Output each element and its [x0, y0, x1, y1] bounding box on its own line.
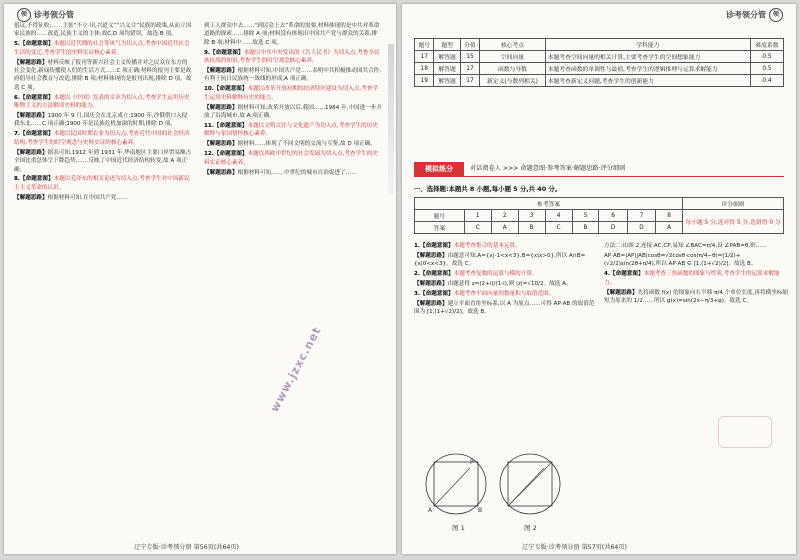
paragraph-tag: 【解题思路】	[204, 104, 238, 111]
paragraph	[14, 22, 192, 39]
paragraph-text: 材料反映了报刊等新兴社会主义传播并对之民众在东方的社会变化,新闻传播使人们的生活方式……C 项正确;材料的报刊主要是政府倡导社会教育与改造,排除 B 项;材料体现的是报刊出现,排除 D 项。故选 C 项。	[14, 59, 192, 91]
table-cell: 本题考查函数的单调性与最值,考查学生的逻辑推理与运算求解能力	[545, 63, 750, 75]
table-cell: 解答题	[434, 51, 460, 63]
table-cell: 解答题	[434, 63, 460, 75]
paragraph-tag: 2.【命题意图】	[414, 271, 454, 278]
table-header-cell: 核心考点	[480, 39, 546, 51]
table-header-cell: 题号	[415, 39, 434, 51]
answer-cell: B	[572, 222, 599, 234]
paragraph	[604, 252, 788, 269]
paragraph	[14, 130, 192, 147]
paragraph	[14, 175, 192, 192]
paragraph	[204, 22, 382, 47]
paragraph	[604, 289, 788, 306]
left-header	[14, 8, 74, 22]
answer-cell: D	[627, 222, 655, 234]
table-header-cell: 学科能力	[545, 39, 750, 51]
paragraph-tag: 1.【命题意图】	[414, 243, 454, 249]
paragraph	[204, 150, 382, 167]
table-cell: 函数与导数	[480, 63, 546, 75]
paragraph-tag: 8.【命题意图】	[14, 176, 54, 183]
paragraph	[204, 49, 382, 66]
table-cell: 0.5	[750, 63, 783, 75]
table-cell: 18	[415, 63, 434, 75]
difficulty-table	[414, 38, 784, 87]
right-header	[726, 8, 786, 22]
paragraph-text: 本题考查集合的基本运算。	[453, 243, 521, 249]
paragraph	[604, 270, 788, 287]
answer-cell: D	[599, 222, 627, 234]
table-row	[415, 75, 784, 87]
table-row	[415, 63, 784, 75]
table-cell: 0.5	[750, 51, 783, 63]
paragraph-tag: 【解题思路】	[14, 149, 48, 156]
row-label-number: 题号	[415, 210, 465, 222]
paragraph	[14, 112, 192, 129]
left-page	[4, 4, 396, 554]
paragraph-text: 本题以西欧中世纪的社会发展为切入点,考查学生的史料实证核心素养。	[204, 151, 378, 166]
section-title: 一、选择题:本题共 8 小题,每小题 5 分,共 40 分。	[414, 185, 562, 193]
paragraph-tag: 【解题思路】	[414, 281, 448, 288]
paragraph-tag: 【解题思路】	[604, 289, 638, 296]
left-footer: 辽宁专版·诊考领分册 第56页(共64页)	[134, 544, 239, 551]
paragraph-tag: 11.【命题意图】	[204, 122, 248, 129]
question-number: 3	[518, 210, 545, 222]
figure-1-label: 图 1	[452, 524, 465, 532]
paragraph-text: AP·AB=|AP||AB|cosθ=√2cosθ·cos(π/4−θ)=(1/2)+(√2/2)sin(2θ+π/4),所以 AP·AB ∈ [1,(1+√2)/2]。故选 B。	[604, 252, 757, 268]
left-header-title: 诊考领分管	[34, 10, 74, 20]
paragraph-text: 本题以改革开放初期的经济特区建设为切入点,考查学生运用史料解释历史的能力。	[204, 86, 378, 101]
paragraph-tag: 4.【命题意图】	[604, 271, 644, 278]
paragraph-tag: 【解题思路】	[14, 113, 48, 120]
paragraph	[14, 59, 192, 93]
paragraph	[604, 242, 788, 250]
left-column-1	[14, 22, 192, 204]
paragraph-tag: 【解题思路】	[204, 169, 238, 176]
paragraph-text: 根据材料可知,在中国共产党……	[47, 194, 128, 201]
brand-logo-icon: 领	[17, 8, 31, 22]
paragraph	[414, 290, 598, 298]
paragraph-text: 据材料可知,改革开放以后,我国……1984 年,中国进一步开放了沿海城市,故 A 项正确。	[204, 104, 382, 120]
paragraph	[414, 280, 598, 288]
paragraph	[204, 169, 382, 177]
paragraph-text: 本题考查平面向量的数量积与取值范围。	[453, 291, 555, 298]
paragraph-text: 据材料……体现了不同文明的交流与互鉴,故 D 项正确。	[237, 141, 376, 148]
table-cell: 17	[460, 63, 479, 75]
paragraph-tag: 9.【命题意图】	[204, 49, 244, 56]
right-footer: 辽宁专版·诊考领分册 第57页(共64页)	[522, 544, 627, 551]
answer-cell: A	[491, 222, 518, 234]
table-cell: 新定义(与数列相关)	[480, 75, 546, 87]
svg-text:B: B	[478, 507, 483, 514]
section-banner	[414, 162, 784, 176]
rule-header: 评分细则	[683, 198, 784, 210]
paragraph	[14, 194, 192, 202]
paragraph-text: 本题考查三角函数的图象与性质,考查学生的运算求解能力。	[604, 271, 780, 286]
paragraph-text: 建立平面直角坐标系,以 A 为原点……可得 AP·AB 的取值范围为 [1,(1+√2)/2]。故选 B。	[414, 300, 595, 316]
paragraph-tag: 12.【命题意图】	[204, 151, 248, 158]
paragraph	[414, 242, 598, 250]
paragraph	[14, 40, 192, 57]
question-number: 2	[491, 210, 518, 222]
question-number: 7	[627, 210, 655, 222]
right-header-title: 诊考领分管	[726, 10, 766, 20]
figure-2-label: 图 2	[524, 524, 537, 532]
answer-table-header: 参考答案	[415, 198, 683, 210]
table-header-cell: 难度系数	[750, 39, 783, 51]
paragraph	[414, 270, 598, 278]
paragraph-text: 由题意可知,A={x|-1<x<3},B={x|x>0},所以 A∩B={x|0<x<3}。故选 C。	[414, 252, 586, 268]
question-number: 5	[572, 210, 599, 222]
table-cell: 17	[460, 75, 479, 87]
table-header-cell: 题型	[434, 39, 460, 51]
scan-shadow	[388, 44, 394, 194]
table-row	[415, 51, 784, 63]
paragraph-text: 先将函数 f(x) 的图象向右平移 π/4 个单位长度,再将横坐标缩短为原来的 1/2……所以 g(x)=sin(2x−π/3+φ)。故选 C。	[604, 289, 788, 304]
table-header-cell: 分值	[460, 39, 479, 51]
answer-cell: C	[464, 222, 491, 234]
paragraph	[204, 85, 382, 102]
table-cell: 本题考查新定义问题,考查学生的创新能力	[545, 75, 750, 87]
table-cell: 17	[415, 51, 434, 63]
table-cell: 本题考查空间向量的相关计算,主要考查学生的空间想象能力	[545, 51, 750, 63]
paragraph	[204, 122, 382, 139]
right-column-2	[604, 242, 788, 307]
figure-2	[500, 454, 560, 514]
right-page	[402, 4, 796, 554]
paragraph-text: 方法二:由图 2,连接 AC,CP,易知 ∠BAC=π/4,设 ∠PAB=θ,则……	[604, 243, 767, 249]
paragraph-text: 根据材料可知,……中世纪的城市自治促进了……	[237, 169, 357, 176]
paragraph-text: 到工人群众中去……“到民众上去”革命的需要,材料体现的是中共对革命道路的探索……排除 A 项;材料没有体现出中国共产党与群众的关系,排除 B 项;材料中……故选 C 项。	[204, 23, 380, 46]
paragraph	[14, 94, 192, 111]
table-cell: 空间向量	[480, 51, 546, 63]
paragraph-tag: 5.【命题意图】	[14, 41, 54, 48]
banner-chip: 模拟练分	[414, 162, 464, 176]
paragraph	[204, 67, 382, 84]
geometry-figures	[418, 444, 568, 534]
answer-table	[414, 197, 784, 234]
paragraph-text: 本题以中共中央发出的《告人民书》为切入点,考查全民族抗战的知识,考查学生的时空观念核心素养。	[204, 49, 380, 65]
table-cell: 0.4	[750, 75, 783, 87]
paragraph	[414, 252, 598, 269]
row-label-answer: 答案	[415, 222, 465, 234]
stamp-mark	[718, 416, 772, 448]
answer-cell: A	[656, 222, 683, 234]
paragraph	[204, 104, 382, 121]
paragraph-tag: 7.【命题意图】	[14, 131, 54, 138]
table-cell: 19	[415, 75, 434, 87]
brand-logo-icon: 领	[769, 8, 783, 22]
paragraph	[204, 140, 382, 148]
paragraph-tag: 【解题思路】	[204, 141, 238, 148]
paragraph-text: 根据材料可知,中国共产党……表明中共积极推动国共合作,有利于抗日民族统一战线的形成,A 项正确。	[204, 68, 381, 83]
svg-text:A: A	[428, 507, 433, 514]
paragraph-text: 本题以文明交往与文化遗产为切入点,考查学生的历史解释与家国情怀核心素养。	[204, 122, 378, 138]
paragraph-text: 由题意得 z=(2+i)/(1-i),则 |z|=√10/2。故选 A。	[447, 281, 572, 288]
banner-text: 对话阅卷人 >>> 命题意图·参考答案·解题思路·评分细则	[470, 165, 626, 172]
paragraph-text: 本题以近代期的社会等风气为切入点,考查中国近代社会生活的变迁,考查学生的史料实证核心素养。	[14, 41, 190, 56]
paragraph-text: 本题以《中国》发表的文章为切入点,考查学生运用历史唯物主义的方法解读史料的能力。	[14, 94, 190, 110]
answer-cell: C	[545, 222, 572, 234]
paragraph-text: 据表可知,1912 年到 1931 年,华南地区主要口岸贸易额占全国比重总体呈下降趋势,……反映了中国近代经济结构转变,故 A 项正确。	[14, 149, 192, 173]
question-number: 1	[464, 210, 491, 222]
banner-rule	[414, 176, 784, 177]
paragraph-tag: 【解题思路】	[414, 300, 448, 307]
answer-cell: B	[518, 222, 545, 234]
paragraph-text: 本题以毛泽东的相关论述为切入点,考查学生对中国新民主主义革命的认识。	[14, 176, 190, 191]
paragraph	[414, 300, 598, 317]
scoring-rule: 每小题 5 分,选对得 5 分,选错得 0 分	[683, 210, 784, 234]
paragraph-text: 本题考查复数的运算与模的计算。	[453, 271, 538, 278]
paragraph-text: 本题以民国时期农业为切入点,考查近代中国的社会经济结构,考查学生的时空观念与史料实证的核心素养。	[14, 131, 190, 146]
paragraph-tag: 【解题思路】	[14, 59, 48, 66]
question-number: 4	[545, 210, 572, 222]
svg-text:P: P	[470, 459, 474, 466]
paragraph-tag: 3.【命题意图】	[414, 291, 454, 298]
paragraph-tag: 6.【命题意图】	[14, 94, 54, 101]
table-cell: 解答题	[434, 75, 460, 87]
paragraph-tag: 【解题思路】	[204, 68, 238, 75]
paragraph-text: 1900 年 9 月,国庆会在北京成立;1900 年,沙俄借口入侵我东北……C 项正确;1900 年是民族危机加深的时期,排除 D 项。	[14, 113, 188, 128]
paragraph-tag: 10.【命题意图】	[204, 86, 248, 93]
left-column-2	[204, 22, 382, 178]
paragraph-tag: 【解题思路】	[14, 194, 48, 201]
paragraph-text: 倡议,不得征收;……主张“不立·田,兴道义”“兴义合”民族的政策,从而立国家民族的……改造,民族主义的主体;故C,D 项均错误。故选 B 项。	[14, 23, 192, 38]
question-number: 6	[599, 210, 627, 222]
question-number: 8	[656, 210, 683, 222]
table-cell: 15	[460, 51, 479, 63]
right-column-1	[414, 242, 598, 318]
paragraph-tag: 【解题思路】	[414, 252, 448, 259]
paragraph	[14, 149, 192, 174]
